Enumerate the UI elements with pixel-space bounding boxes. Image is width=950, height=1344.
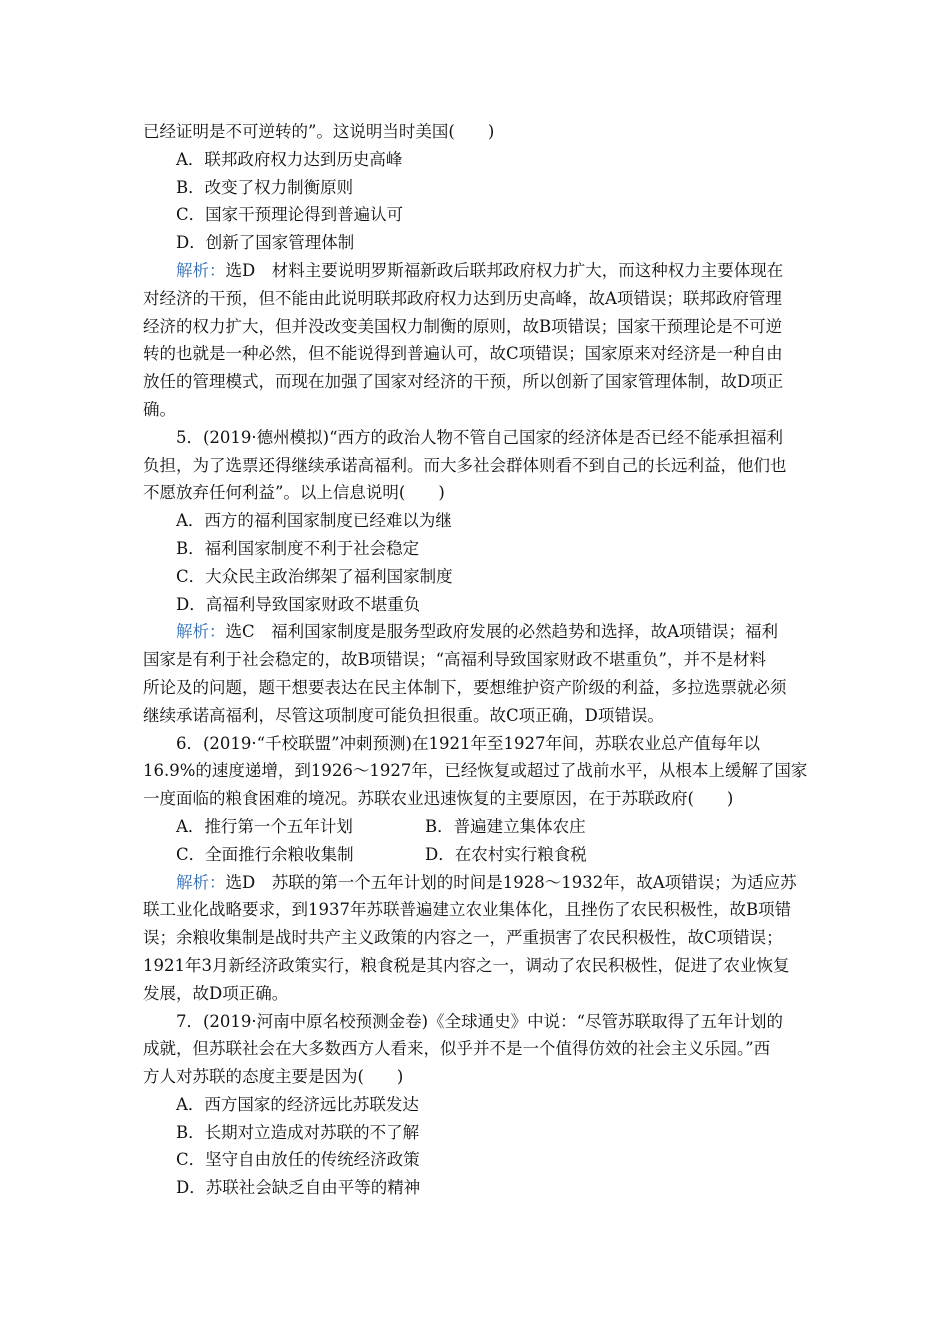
analysis-label: 解析： [176, 622, 226, 642]
question-7-option-d: D．苏联社会缺乏自由平等的精神 [176, 1178, 421, 1198]
question-4-option-a: A．联邦政府权力达到历史高峰 [176, 149, 403, 169]
question-7-stem: 方人对苏联的态度主要是因为( ) [143, 1067, 404, 1087]
question-6 [143, 730, 808, 1008]
analysis-line: 发展，故D项正确。 [143, 983, 289, 1003]
question-5 [143, 424, 808, 730]
analysis-line: 选D 材料主要说明罗斯福新政后联邦政府权力扩大，而这种权力主要体现在 [225, 260, 784, 280]
analysis-line: 选C 福利国家制度是服务型政府发展的必然趋势和选择，故A项错误；福利 [225, 622, 779, 642]
question-7-stem: 7．(2019·河南中原名校预测金卷)《全球通史》中说：“尽管苏联取得了五年计划的 [176, 1011, 784, 1031]
question-6-option-b: B．普遍建立集体农庄 [425, 816, 586, 836]
question-5-option-b: B．福利国家制度不利于社会稳定 [176, 538, 420, 558]
question-5-stem: 5．(2019·德州模拟)“西方的政治人物不管自己国家的经济体是否已经不能承担福利 [176, 427, 784, 447]
question-6-stem: 16.9%的速度递增，到1926～1927年，已经恢复或超过了战前水平，从根本上缓解了国家 [143, 761, 808, 781]
analysis-line: 选D 苏联的第一个五年计划的时间是1928～1932年，故A项错误；为适应苏 [225, 872, 797, 892]
question-7-stem: 成就，但苏联社会在大多数西方人看来，似乎并不是一个值得仿效的社会主义乐园。”西 [143, 1039, 771, 1059]
analysis-line: 国家是有利于社会稳定的，故B项错误；“高福利导致国家财政不堪重负”，并不是材料 [143, 650, 766, 670]
question-7-option-c: C．坚守自由放任的传统经济政策 [176, 1150, 420, 1170]
question-6-options-row [143, 813, 808, 841]
question-5-stem: 不愿放弃任何利益”。以上信息说明( ) [143, 483, 445, 503]
question-4-analysis [143, 257, 808, 424]
analysis-line: 确。 [143, 399, 176, 419]
question-6-analysis [143, 869, 808, 1008]
question-6-option-c: C．全面推行余粮收集制 [176, 844, 354, 864]
question-5-stem: 负担，为了选票还得继续承诺高福利。而大多社会群体则看不到自己的长远利益，他们也 [143, 455, 787, 475]
question-6-option-d: D．在农村实行粮食税 [425, 844, 587, 864]
question-5-option-a: A．西方的福利国家制度已经难以为继 [176, 511, 452, 531]
question-7 [143, 1008, 808, 1203]
question-4 [143, 118, 808, 424]
question-6-options-row [143, 841, 808, 869]
question-5-option-d: D．高福利导致国家财政不堪重负 [176, 594, 421, 614]
analysis-label: 解析： [176, 260, 226, 280]
analysis-line: 经济的权力扩大，但并没改变美国权力制衡的原则，故B项错误；国家干预理论是不可逆 [143, 316, 783, 336]
question-7-option-a: A．西方国家的经济远比苏联发达 [176, 1094, 419, 1114]
analysis-line: 联工业化战略要求，到1937年苏联普遍建立农业集体化，且挫伤了农民积极性，故B项错 [143, 900, 792, 920]
question-4-option-d: D．创新了国家管理体制 [176, 233, 355, 253]
question-6-option-a: A．推行第一个五年计划 [176, 816, 353, 836]
analysis-line: 所论及的问题，题干想要表达在民主体制下，要想维护资产阶级的利益，多拉选票就必须 [143, 677, 787, 697]
question-5-option-c: C．大众民主政治绑架了福利国家制度 [176, 566, 453, 586]
analysis-line: 误；余粮收集制是战时共产主义政策的内容之一，严重损害了农民积极性，故C项错误； [143, 928, 783, 948]
analysis-label: 解析： [176, 872, 226, 892]
analysis-line: 1921年3月新经济政策实行，粮食税是其内容之一，调动了农民积极性，促进了农业恢复 [143, 955, 790, 975]
analysis-line: 继续承诺高福利，尽管这项制度可能负担很重。故C项正确，D项错误。 [143, 705, 664, 725]
document-body [143, 118, 808, 1202]
question-7-option-b: B．长期对立造成对苏联的不了解 [176, 1122, 420, 1142]
question-4-option-c: C．国家干预理论得到普遍认可 [176, 205, 404, 225]
analysis-line: 转的也就是一种必然，但不能说得到普遍认可，故C项错误；国家原来对经济是一种自由 [143, 344, 783, 364]
analysis-line: 对经济的干预，但不能由此说明联邦政府权力达到历史高峰，故A项错误；联邦政府管理 [143, 288, 782, 308]
question-4-option-b: B．改变了权力制衡原则 [176, 177, 354, 197]
question-4-stem: 已经证明是不可逆转的”。这说明当时美国( ) [143, 122, 495, 141]
analysis-line: 放任的管理模式，而现在加强了国家对经济的干预，所以创新了国家管理体制，故D项正 [143, 372, 784, 392]
question-5-analysis [143, 618, 808, 729]
question-6-stem: 一度面临的粮食困难的境况。苏联农业迅速恢复的主要原因，在于苏联政府( ) [143, 789, 734, 809]
question-6-stem: 6．(2019·“千校联盟”冲刺预测)在1921年至1927年间，苏联农业总产值每年以 [176, 733, 760, 753]
